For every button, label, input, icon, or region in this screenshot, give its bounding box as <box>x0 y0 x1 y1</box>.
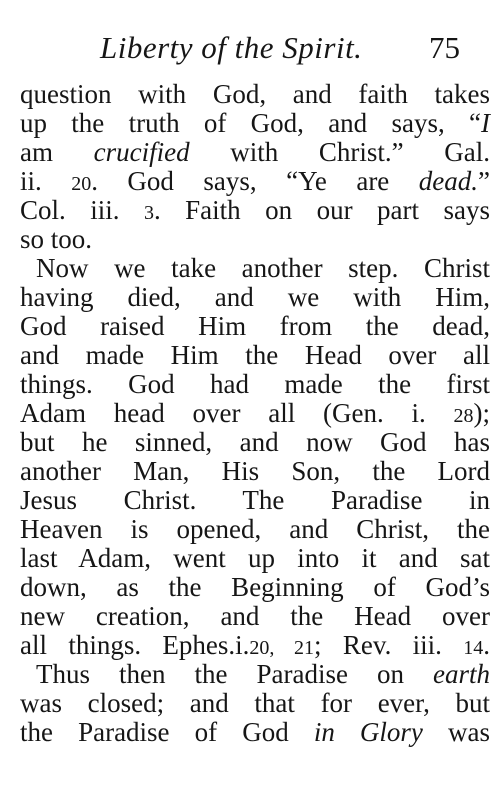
text-segment: new creation, and the Head over <box>20 601 490 631</box>
text-line <box>20 631 490 660</box>
text-segment: so too. <box>20 224 93 254</box>
text-segment: 20 <box>71 173 92 195</box>
text-segment: 3 <box>143 202 154 224</box>
text-segment: God raised Him from the dead, <box>20 311 490 341</box>
text-line <box>20 341 490 370</box>
text-segment: was closed; and that for ever, but <box>20 688 490 718</box>
text-line <box>20 196 490 225</box>
text-line <box>20 718 490 747</box>
text-segment: with Christ.” Gal. <box>189 137 490 167</box>
text-segment: but he sinned, and now God has <box>20 427 490 457</box>
text-segment: I <box>481 108 490 138</box>
text-segment: down, as the Beginning of God’s <box>20 572 490 602</box>
text-line <box>20 399 490 428</box>
text-line <box>20 254 490 283</box>
page-header <box>90 30 460 70</box>
body-text <box>20 80 490 747</box>
text-line <box>20 109 490 138</box>
text-segment: up the truth of God, and says, “ <box>20 108 481 138</box>
text-line <box>20 370 490 399</box>
text-segment: Now we take another step. Christ <box>36 253 490 283</box>
text-segment: ii. <box>20 166 72 196</box>
text-segment: Thus then the Paradise on <box>36 659 433 689</box>
text-line <box>20 167 490 196</box>
text-line <box>20 660 490 689</box>
text-line <box>20 138 490 167</box>
text-line <box>20 486 490 515</box>
text-segment: dead. <box>418 166 478 196</box>
text-line <box>20 80 490 109</box>
text-segment: question with God, and faith takes <box>20 79 490 109</box>
text-segment: . God says, “Ye are <box>91 166 419 196</box>
text-segment: and made Him the Head over all <box>20 340 490 370</box>
text-segment: another Man, His Son, the Lord <box>20 456 490 486</box>
text-segment: Heaven is opened, and Christ, the <box>20 514 490 544</box>
text-segment: crucified <box>93 137 190 167</box>
text-segment: earth <box>433 659 490 689</box>
text-line <box>20 602 490 631</box>
text-segment: in Glory <box>313 717 423 747</box>
text-segment: 20, 21 <box>249 637 314 659</box>
text-segment: things. God had made the first <box>20 369 490 399</box>
text-segment: having died, and we with Him, <box>20 282 490 312</box>
text-segment: ” <box>478 166 490 196</box>
text-segment: the Paradise of God <box>20 717 314 747</box>
text-segment: ); <box>473 398 490 428</box>
text-segment: Col. iii. <box>20 195 144 225</box>
text-line <box>20 283 490 312</box>
text-segment: ; Rev. iii. <box>314 630 464 660</box>
text-segment: Jesus Christ. The Paradise in <box>20 485 490 515</box>
text-line <box>20 544 490 573</box>
page-number: 75 <box>429 30 460 65</box>
text-segment: . <box>483 630 491 660</box>
text-line <box>20 312 490 341</box>
text-segment: 28 <box>453 405 474 427</box>
text-segment: Adam head over all (Gen. i. <box>20 398 454 428</box>
text-segment: all things. Ephes.i. <box>20 630 250 660</box>
text-segment: last Adam, went up into it and sat <box>20 543 490 573</box>
text-segment: am <box>20 137 94 167</box>
text-line <box>20 457 490 486</box>
text-segment: was <box>422 717 490 747</box>
text-line <box>20 689 490 718</box>
text-line <box>20 428 490 457</box>
text-line <box>20 515 490 544</box>
running-title: Liberty of the Spirit. <box>100 30 363 65</box>
text-segment: 14 <box>463 637 484 659</box>
text-line <box>20 225 490 254</box>
text-segment: . Faith on our part says <box>153 195 490 225</box>
text-line <box>20 573 490 602</box>
